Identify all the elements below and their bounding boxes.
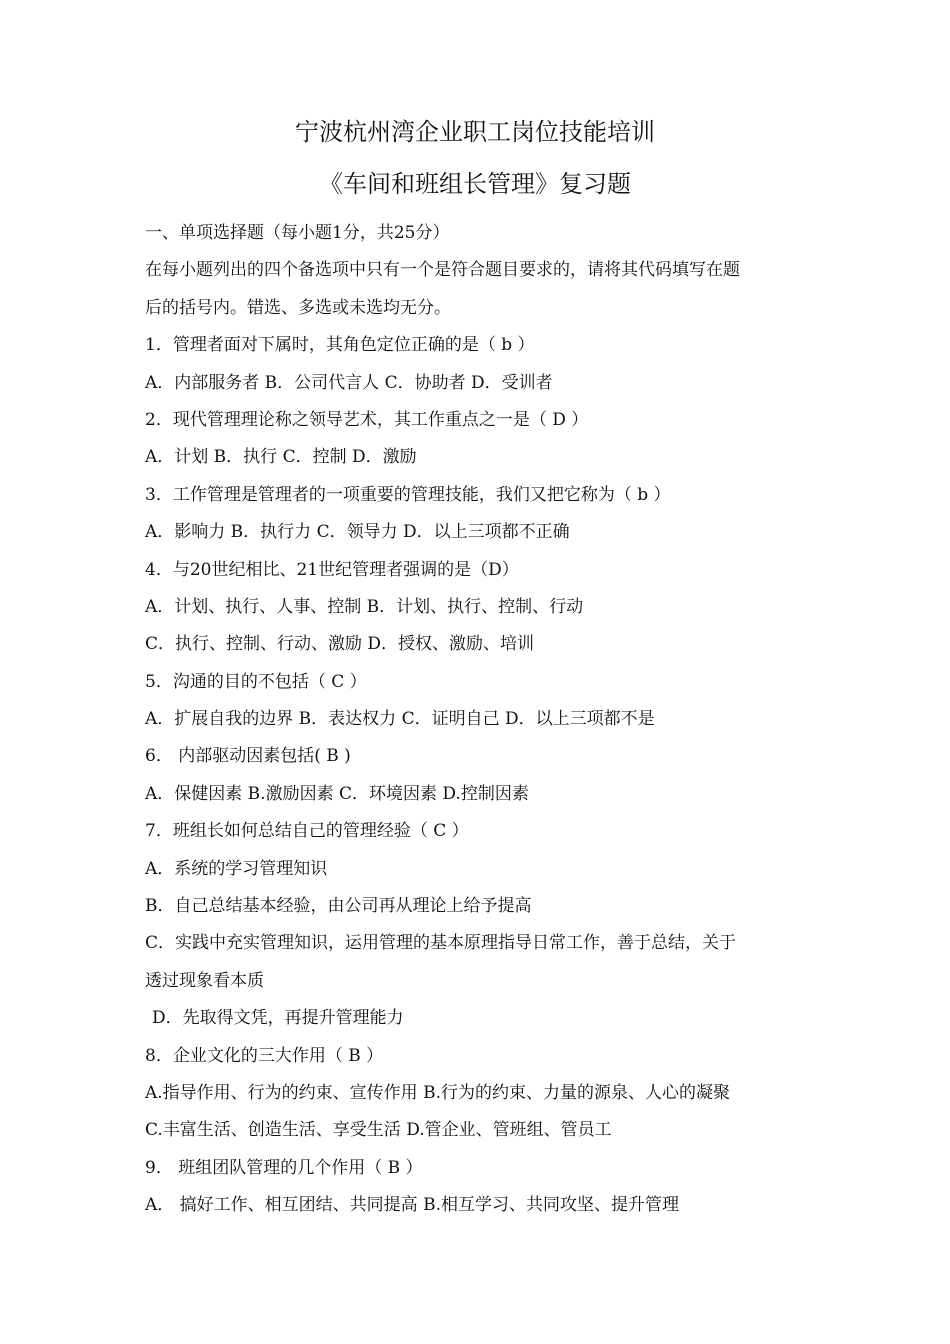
instruction-line: 后的括号内。错选、多选或未选均无分。 bbox=[145, 297, 451, 318]
question-2-options: A．计划 B．执行 C．控制 D．激励 bbox=[145, 447, 417, 468]
question-1: 1．管理者面对下属时，其角色定位正确的是（ b ） bbox=[145, 335, 535, 356]
section-heading: 一、单项选择题（每小题1分，共25分） bbox=[145, 223, 450, 243]
question-2: 2．现代管理理论称之领导艺术，其工作重点之一是（ D ） bbox=[145, 409, 589, 430]
document-title: 宁波杭州湾企业职工岗位技能培训 bbox=[295, 118, 655, 146]
question-7-option-c: C．实践中充实管理知识，运用管理的基本原理指导日常工作，善于总结，关于 bbox=[145, 933, 737, 954]
question-1-options: A．内部服务者 B．公司代言人 C．协助者 D．受训者 bbox=[145, 372, 553, 393]
question-8-options: A.指导作用、行为的约束、宣传作用 B.行为的约束、力量的源泉、人心的凝聚 bbox=[145, 1082, 730, 1103]
question-8: 8．企业文化的三大作用（ B ） bbox=[145, 1045, 384, 1066]
question-4-options: C．执行、控制、行动、激励 D．授权、激励、培训 bbox=[145, 634, 535, 655]
question-3: 3．工作管理是管理者的一项重要的管理技能，我们又把它称为（ b ） bbox=[145, 484, 671, 505]
question-3-options: A．影响力 B．执行力 C．领导力 D．以上三项都不正确 bbox=[145, 522, 570, 543]
question-7-option-a: A．系统的学习管理知识 bbox=[145, 858, 328, 879]
question-4-options: A．计划、执行、人事、控制 B．计划、执行、控制、行动 bbox=[145, 596, 584, 617]
question-7-option-d: D．先取得文凭，再提升管理能力 bbox=[152, 1008, 404, 1029]
question-7: 7．班组长如何总结自己的管理经验（ C ） bbox=[145, 821, 469, 842]
question-5-options: A．扩展自我的边界 B．表达权力 C．证明自己 D．以上三项都不是 bbox=[145, 709, 655, 730]
question-8-options: C.丰富生活、创造生活、享受生活 D.管企业、管班组、管员工 bbox=[145, 1120, 612, 1141]
question-7-option-c-cont: 透过现象看本质 bbox=[145, 970, 264, 991]
question-6: 6． 内部驱动因素包括( B ) bbox=[145, 746, 351, 767]
question-4: 4．与20世纪相比、21世纪管理者强调的是（D） bbox=[145, 559, 519, 580]
question-7-option-b: B．自己总结基本经验，由公司再从理论上给予提高 bbox=[145, 896, 532, 917]
question-9: 9． 班组团队管理的几个作用（ B ） bbox=[145, 1157, 423, 1178]
document-body bbox=[145, 218, 825, 1228]
instruction-line: 在每小题列出的四个备选项中只有一个是符合题目要求的，请将其代码填写在题 bbox=[145, 260, 740, 281]
question-5: 5．沟通的目的不包括（ C ） bbox=[145, 671, 367, 692]
question-6-options: A．保健因素 B.激励因素 C．环境因素 D.控制因素 bbox=[145, 783, 529, 804]
question-9-options: A． 搞好工作、相互团结、共同提高 B.相互学习、共同攻坚、提升管理 bbox=[145, 1195, 679, 1216]
document-subtitle: 《车间和班组长管理》复习题 bbox=[319, 170, 631, 198]
